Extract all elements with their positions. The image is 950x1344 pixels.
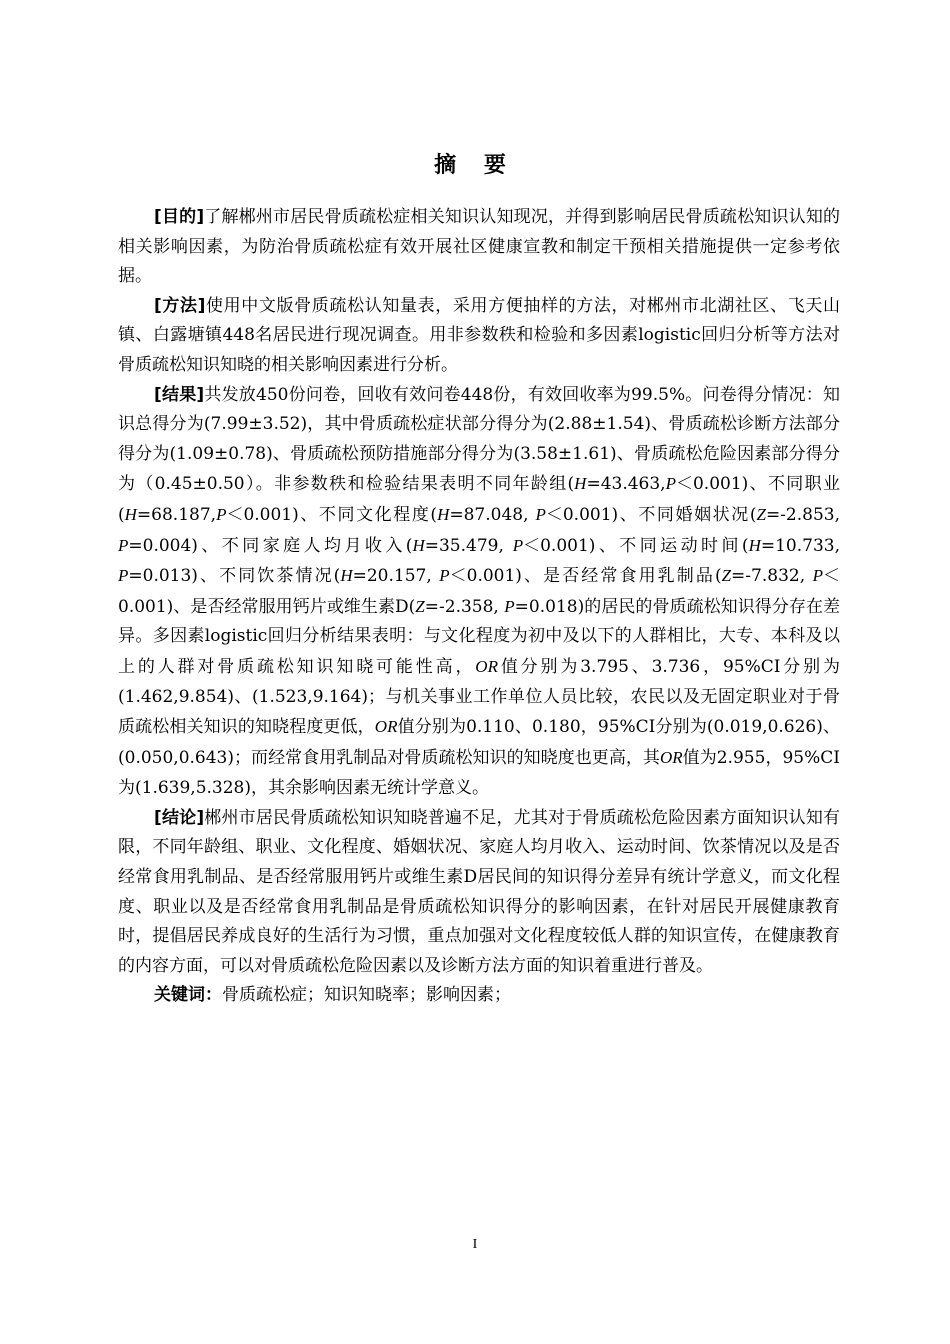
section-text: =-2.853, <box>765 504 840 525</box>
section-text: 使用中文版骨质疏松认知量表，采用方便抽样的方法，对郴州市北湖社区、飞天山镇、白露塘镇448名居民进行现况调查。用非参数秩和检验和多因素logistic回归分析等方法对骨质疏松知识知晓的相关影响因素进行分析。 <box>118 295 840 375</box>
section-label: [方法] <box>154 295 206 316</box>
stat-symbol: P <box>118 535 129 555</box>
stat-symbol: P <box>216 504 227 524</box>
page-title: 摘 要 <box>434 153 516 178</box>
stat-symbol: OR <box>475 656 498 676</box>
section-text: ＜0.001)、是否经常食用乳制品( <box>449 566 722 587</box>
section-text: 值为2.955，95%CI为(1.639,5.328)，其余影响因素无统计学意义。 <box>118 747 840 799</box>
keywords-label: 关键词： <box>154 985 222 1006</box>
section-text: =35.479, <box>424 535 513 556</box>
section-text: ＜0.001)、是否经常服用钙片或维生素D( <box>118 566 840 617</box>
stat-symbol: Z <box>415 596 425 616</box>
stat-symbol: H <box>437 504 450 524</box>
section-objective <box>118 203 840 292</box>
stat-symbol: P <box>118 566 129 586</box>
stat-symbol: OR <box>659 747 683 767</box>
page-number: I <box>472 1237 478 1252</box>
keywords-text: 骨质疏松症；知识知晓率；影响因素； <box>222 985 511 1006</box>
section-text: =-2.358, <box>424 596 505 617</box>
stat-symbol: OR <box>374 717 398 737</box>
section-text: =87.048, <box>449 504 536 525</box>
stat-symbol: P <box>512 535 524 555</box>
stat-symbol: Z <box>721 566 732 586</box>
section-label: [目的] <box>154 207 205 227</box>
section-text: =-7.832, <box>731 566 813 587</box>
section-text: =20.157, <box>352 566 440 587</box>
stat-symbol: H <box>748 535 761 555</box>
section-text: =0.013)、不同饮茶情况( <box>128 566 341 587</box>
keywords <box>118 981 840 1011</box>
section-text: 了解郴州市居民骨质疏松症相关知识认知现况，并得到影响居民骨质疏松知识认知的相关影响因素，为防治骨质疏松症有效开展社区健康宣教和制定干预相关措施提供一定参考依据。 <box>118 207 841 287</box>
section-text: =43.463, <box>586 474 666 495</box>
section-text: ＜0.001)、不同运动时间( <box>523 535 749 556</box>
stat-symbol: H <box>574 474 587 494</box>
section-methods <box>118 292 840 381</box>
section-text: ＜0.001)、不同文化程度( <box>226 504 438 525</box>
section-label: [结论] <box>154 807 205 828</box>
stat-symbol: P <box>812 566 823 586</box>
abstract-body <box>118 203 840 1011</box>
stat-symbol: P <box>439 566 450 586</box>
stat-symbol: P <box>504 596 515 616</box>
stat-symbol: P <box>535 504 546 524</box>
stat-symbol: Z <box>756 504 766 524</box>
section-text: 共发放450份问卷，回收有效问卷448份，有效回收率为99.5%。问卷得分情况：知识总得分为(7.99±3.52)，其中骨质疏松症状部分得分为(2.88±1.54)、骨质疏松诊断方法部分得分为(1.09±0.78)、骨质疏松预防措施部分得分为(3.58±1.61)、骨质疏松危险因素部分得分为（0.45±0.50）。非参数秩和检验结果表明不同年龄组( <box>118 384 840 495</box>
stat-symbol: H <box>412 535 425 555</box>
section-text: =0.004)、不同家庭人均月收入( <box>128 535 413 556</box>
section-text: =10.733, <box>760 535 840 556</box>
section-text: ＜0.001)、不同婚姻状况( <box>545 504 757 525</box>
section-text: 值分别为3.795、3.736，95%CI分别为(1.462,9.854)、(1.523,9.164)；与机关事业工作单位人员比较，农民以及无固定职业对于骨质疏松相关知识的知晓程度更低， <box>118 656 841 738</box>
section-text: =68.187, <box>136 504 217 525</box>
section-conclusion <box>118 804 840 982</box>
stat-symbol: H <box>124 504 137 524</box>
section-text: =0.018)的居民的骨质疏松知识得分存在差异。多因素logistic回归分析结果表明：与文化程度为初中及以下的人群相比，大专、本科及以上的人群对骨质疏松知识知晓可能性高， <box>118 596 840 677</box>
section-text: 郴州市居民骨质疏松知识知晓普遍不足，尤其对于骨质疏松危险因素方面知识认知有限，不同年龄组、职业、文化程度、婚姻状况、家庭人均月收入、运动时间、饮茶情况以及是否经常食用乳制品、是否经常服用钙片或维生素D居民间的知识得分差异有统计学意义，而文化程度、职业以及是否经常食用乳制品是骨质疏松知识得分的影响因素，在针对居民开展健康教育时，提倡居民养成良好的生活行为习惯，重点加强对文化程度较低人群的知识宣传，在健康教育的内容方面，可以对骨质疏松危险因素以及诊断方法方面的知识着重进行普及。 <box>118 807 841 976</box>
section-text: ＜0.001)、不同职业( <box>118 474 840 525</box>
section-results <box>118 381 840 804</box>
section-text: 值分别为0.110、0.180，95%CI分别为(0.019,0.626)、(0.050,0.643)；而经常食用乳制品对骨质疏松知识的知晓度也更高，其 <box>118 717 840 768</box>
stat-symbol: H <box>340 566 353 586</box>
section-label: [结果] <box>154 384 205 405</box>
stat-symbol: P <box>665 474 676 494</box>
